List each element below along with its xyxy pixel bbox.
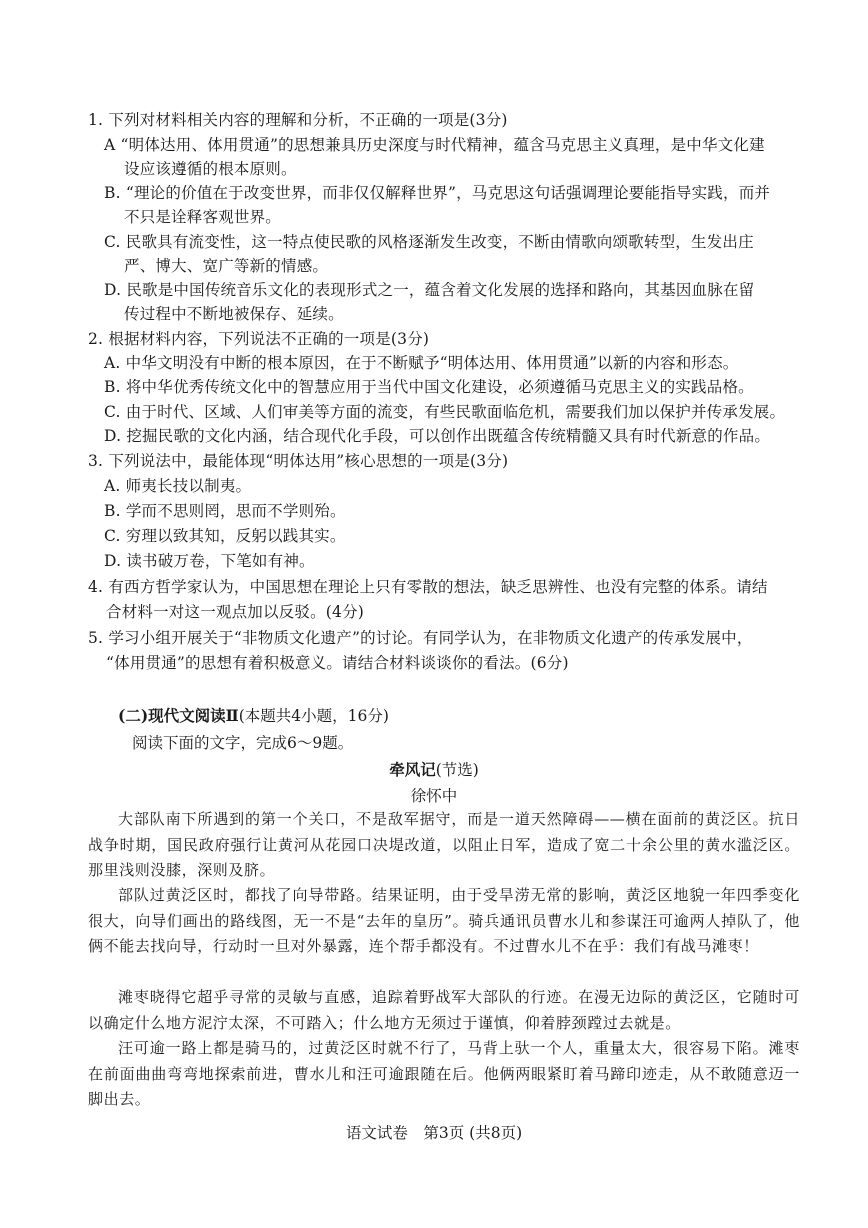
passage-title-text: 牵风记 [389,760,436,779]
passage-title-note: (节选) [435,761,479,779]
passage-title [0,758,868,782]
q3-option-d: D. 读书破万卷，下笔如有神。 [104,552,315,570]
page-footer: 语文试卷 第3页 (共8页) [345,1124,523,1142]
q3-option-b: B. 学而不思则罔，思而不学则殆。 [104,502,346,520]
q5-stem: 5. 学习小组开展关于“非物质文化遗产”的讨论。有同学认为，在非物质文化遗产的传承发展中， [88,629,753,647]
q4-stem-cont: 合材料一对这一观点加以反驳。(4分) [106,603,365,621]
q4-stem: 4. 有西方哲学家认为，中国思想在理论上只有零散的想法，缺乏思辨性、也没有完整的体系。请结 [88,578,768,596]
passage-paragraph-1: 大部队南下所遇到的第一个关口，不是敌军据守，而是一道天然障碍——横在面前的黄泛区。抗日战争时期，国民政府强行让黄河从花园口决堤改道，以阻止日军，造成了宽二十余公里的黄水滥泛区。那里浅则没膝，深则及脐。 [88,810,800,879]
q1-option-a-cont: 设应该遵循的根本原则。 [124,160,297,178]
passage-paragraph-2: 部队过黄泛区时，都找了向导带路。结果证明，由于受旱涝无常的影响，黄泛区地貌一年四季变化很大，向导们画出的路线图，无一不是“去年的皇历”。骑兵通讯员曹水儿和参谋汪可逾两人掉队了，他俩不能去找向导，行动时一旦对外暴露，连个帮手都没有。不过曹水儿不在乎：我们有战马滩枣！ [88,886,800,955]
section-instruction: 阅读下面的文字，完成6～9题。 [132,734,354,752]
passage-author: 徐怀中 [410,787,458,805]
q3-option-c: C. 穷理以致其知，反躬以践其实。 [104,527,346,545]
q1-option-b-cont: 不只是诠释客观世界。 [124,208,282,226]
q5-stem-cont: “体用贯通”的思想有着积极意义。请结合材料谈谈你的看法。(6分) [106,654,569,672]
q2-option-c: C. 由于时代、区域、人们审美等方面的流变，有些民歌面临危机，需要我们加以保护并传承发展。 [104,403,786,421]
q1-option-c: C. 民歌具有流变性，这一特点使民歌的风格逐渐发生改变，不断由情歌向颂歌转型，生发出庄 [104,233,754,251]
section-heading-note: (本题共4小题，16分) [238,707,389,725]
q3-option-a: A. 师夷长技以制夷。 [104,477,252,495]
passage-paragraph-4: 汪可逾一路上都是骑马的，过黄泛区时就不行了，马背上驮一个人，重量太大，很容易下陷。滩枣在前面曲曲弯弯地探索前进，曹水儿和汪可逾跟随在后。他俩两眼紧盯着马蹄印迹走，从不敢随意迈一脚出去。 [88,1039,800,1108]
q2-option-a: A. 中华文明没有中断的根本原因，在于不断赋予“明体达用、体用贯通”以新的内容和形态。 [104,354,739,372]
q1-option-c-cont: 严、博大、宽广等新的情感。 [124,257,329,275]
passage-paragraph-3: 滩枣晓得它超乎寻常的灵敏与直感，追踪着野战军大部队的行迹。在漫无边际的黄泛区，它随时可以确定什么地方泥泞太深，不可踏入；什么地方无须过于谨慎，仰着脖颈蹚过去就是。 [88,988,800,1032]
q1-option-b: B. “理论的价值在于改变世界，而非仅仅解释世界”，马克思这句话强调理论要能指导实践，而并 [104,184,771,202]
section-heading [118,704,389,728]
q2-option-b: B. 将中华优秀传统文化中的智慧应用于当代中国文化建设，必须遵循马克思主义的实践品格。 [104,378,754,396]
q1-option-a: A “明体达用、体用贯通”的思想兼具历史深度与时代精神，蕴含马克思主义真理，是中华文化建 [104,136,765,154]
section-heading-title: (二)现代文阅读Ⅱ [118,706,239,725]
q2-option-d: D. 挖掘民歌的文化内涵，结合现代化手段，可以创作出既蕴含传统精髓又具有时代新意的作品。 [104,427,771,445]
q1-option-d-cont: 传过程中不断地被保存、延续。 [124,305,344,323]
q1-stem: 1. 下列对材料相关内容的理解和分析，不正确的一项是(3分) [88,111,508,129]
q3-stem: 3. 下列说法中，最能体现“明体达用”核心思想的一项是(3分) [88,452,509,470]
q2-stem: 2. 根据材料内容，下列说法不正确的一项是(3分) [88,330,430,348]
q1-option-d: D. 民歌是中国传统音乐文化的表现形式之一，蕴含着文化发展的选择和路向，其基因血脉在留 [104,281,755,299]
